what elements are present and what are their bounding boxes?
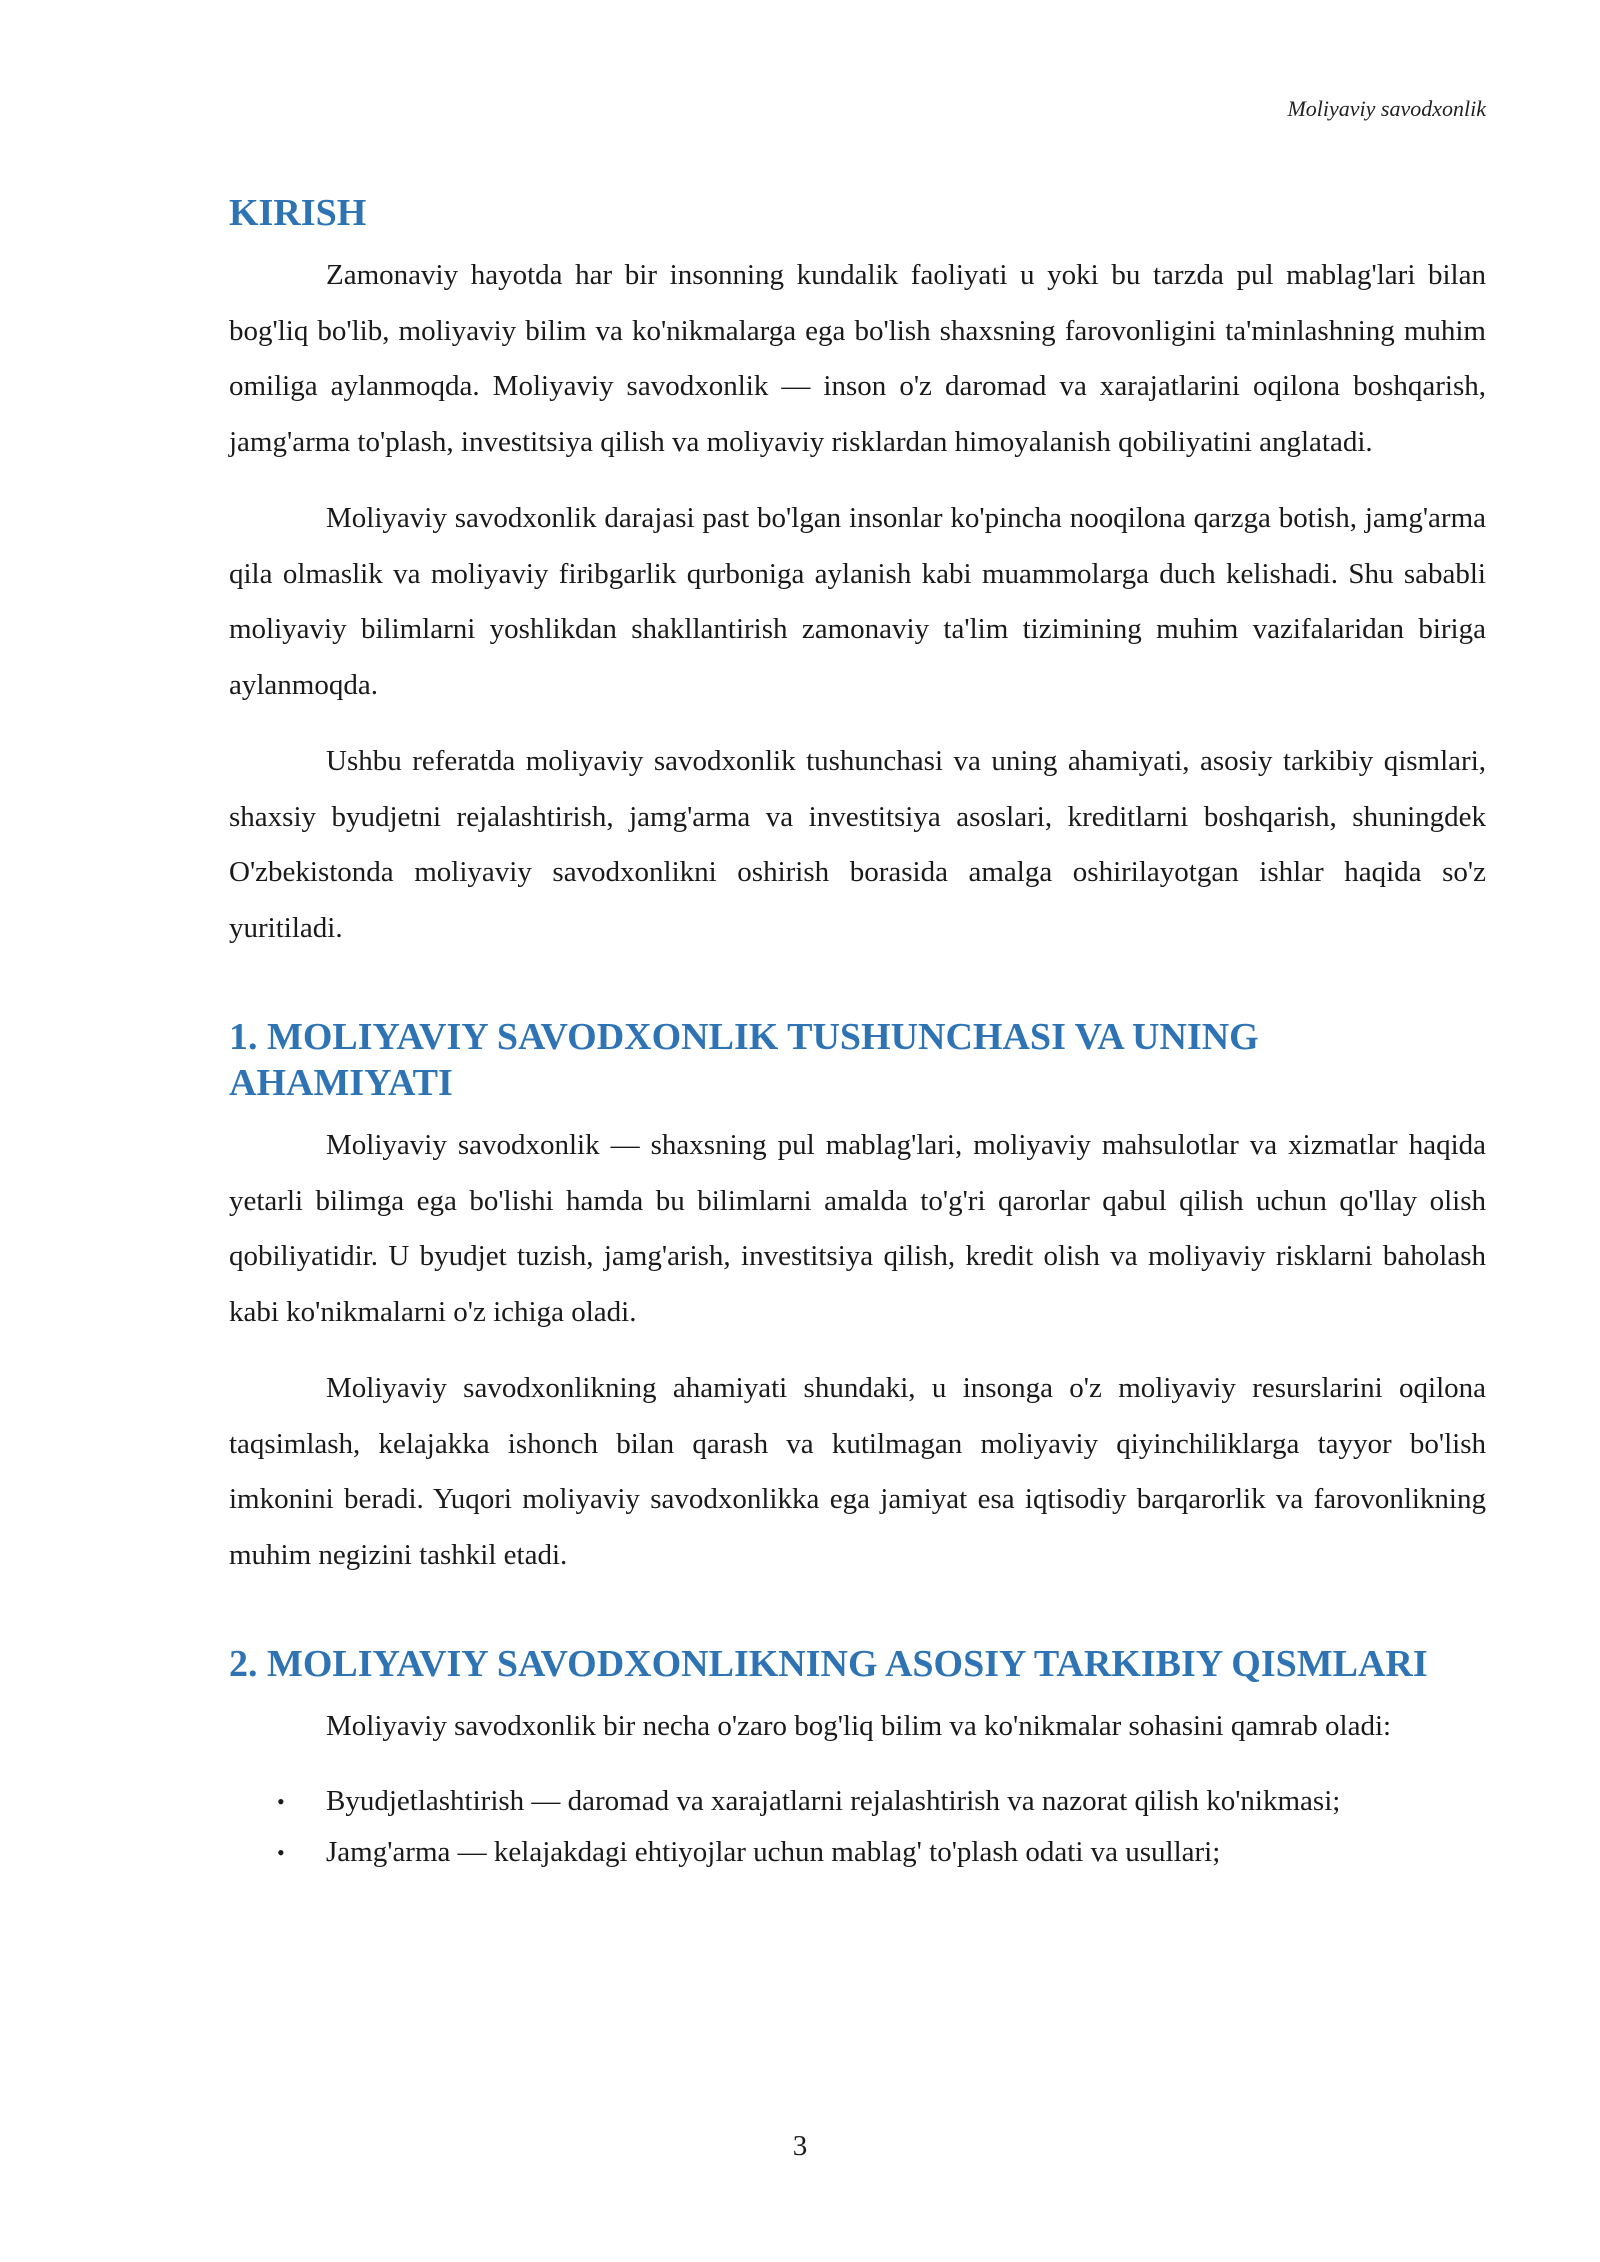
list-item-text: Byudjetlashtirish — daromad va xarajatlarni rejalashtirish va nazorat qilish ko'nikmasi; <box>326 1784 1341 1817</box>
intro-heading: KIRISH <box>229 192 367 234</box>
page-content <box>229 190 1486 1878</box>
page-number: 3 <box>792 2130 808 2162</box>
running-header: Moliyaviy savodxonlik <box>1287 96 1486 121</box>
section-2-heading: 2. MOLIYAVIY SAVODXONLIKNING ASOSIY TARKIBIY QISMLARI <box>229 1643 1428 1685</box>
bullet-icon: • <box>277 1839 285 1865</box>
components-list <box>229 1776 1486 1878</box>
list-item <box>229 1827 1486 1878</box>
section-1-paragraph-2: Moliyaviy savodxonlikning ahamiyati shundaki, u insonga o'z moliyaviy resurslarini oqilona taqsimlash, kelajakka ishonch bilan qarash va kutilmagan moliyaviy qiyinchiliklarga tayyor bo'lish imkonini beradi. Yuqori moliyaviy savodxonlikka ega jamiyat esa iqtisodiy barqarorlik va farovonlikning muhim negizini tashkil etadi. <box>229 1372 1486 1571</box>
list-item <box>229 1776 1486 1827</box>
list-item-text: Jamg'arma — kelajakdagi ehtiyojlar uchun mablag' to'plash odati va usullari; <box>326 1835 1221 1868</box>
section-1-paragraph-1: Moliyaviy savodxonlik — shaxsning pul mablag'lari, moliyaviy mahsulotlar va xizmatlar haqida yetarli bilimga ega bo'lishi hamda bu bilimlarni amalda to'g'ri qarorlar qabul qilish uchun qo'llay olish qobiliyatidir. U byudjet tuzish, jamg'arish, investitsiya qilish, kredit olish va moliyaviy risklarni baholash kabi ko'nikmalarni o'z ichiga oladi. <box>229 1129 1486 1328</box>
section-2-intro-paragraph: Moliyaviy savodxonlik bir necha o'zaro bog'liq bilim va ko'nikmalar sohasini qamrab oladi: <box>326 1710 1392 1742</box>
section-1-heading: 1. MOLIYAVIY SAVODXONLIK TUSHUNCHASI VA UNING AHAMIYATI <box>229 1016 1259 1104</box>
intro-paragraph-3: Ushbu referatda moliyaviy savodxonlik tushunchasi va uning ahamiyati, asosiy tarkibiy qismlari, shaxsiy byudjetni rejalashtirish, jamg'arma va investitsiya asoslari, kreditlarni boshqarish, shuningdek O'zbekistonda moliyaviy savodxonlikni oshirish borasida amalga oshirilayotgan ishlar haqida so'z yuritiladi. <box>229 745 1486 944</box>
bullet-icon: • <box>277 1788 285 1814</box>
intro-paragraph-2: Moliyaviy savodxonlik darajasi past bo'lgan insonlar ko'pincha nooqilona qarzga botish, jamg'arma qila olmaslik va moliyaviy firibgarlik qurboniga aylanish kabi muammolarga duch kelishadi. Shu sababli moliyaviy bilimlarni yoshlikdan shakllantirish zamonaviy ta'lim tizimining muhim vazifalaridan biriga aylanmoqda. <box>229 502 1486 701</box>
intro-paragraph-1: Zamonaviy hayotda har bir insonning kundalik faoliyati u yoki bu tarzda pul mablag'lari bilan bog'liq bo'lib, moliyaviy bilim va ko'nikmalarga ega bo'lish shaxsning farovonligini ta'minlashning muhim omiliga aylanmoqda. Moliyaviy savodxonlik — inson o'z daromad va xarajatlarini oqilona boshqarish, jamg'arma to'plash, investitsiya qilish va moliyaviy risklardan himoyalanish qobiliyatini anglatadi. <box>229 259 1486 458</box>
